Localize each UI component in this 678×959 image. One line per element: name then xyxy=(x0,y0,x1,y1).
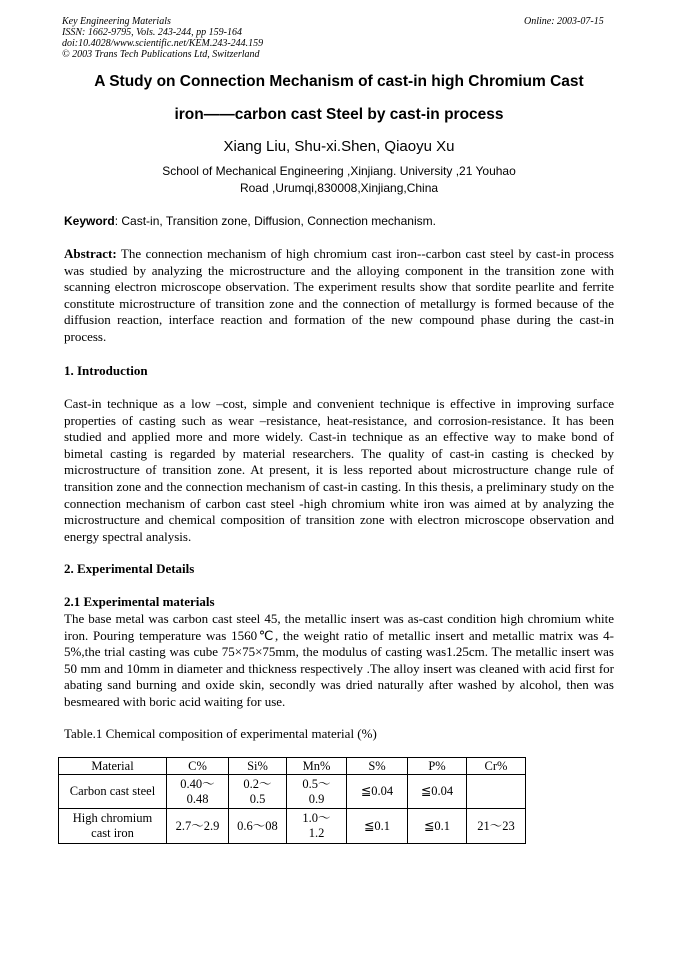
keywords xyxy=(64,214,616,228)
cell-c: 0.40～ 0.48 xyxy=(167,775,229,809)
authors: Xiang Liu, Shu-xi.Shen, Qiaoyu Xu xyxy=(223,138,455,155)
header-p: P% xyxy=(408,758,467,775)
affiliation-line1: School of Mechanical Engineering ,Xinjiang. University ,21 Youhao xyxy=(162,164,516,178)
keyword-text: : Cast-in, Transition zone, Diffusion, Connection mechanism. xyxy=(114,214,436,228)
cell-c: 2.7～2.9 xyxy=(167,809,229,844)
cell-p: ≦0.1 xyxy=(408,809,467,844)
cell-si: 0.6～08 xyxy=(229,809,287,844)
journal-header xyxy=(62,16,263,60)
header-mn: Mn% xyxy=(287,758,347,775)
table-header-row xyxy=(59,758,526,775)
section-heading-introduction: 1. Introduction xyxy=(64,363,148,378)
copyright-line: © 2003 Trans Tech Publications Ltd, Switzerland xyxy=(62,49,260,60)
affiliation-line2: Road ,Urumqi,830008,Xinjiang,China xyxy=(239,181,439,195)
cell-mn: 0.5～ 0.9 xyxy=(287,775,347,809)
header-c: C% xyxy=(167,758,229,775)
header-material: Material xyxy=(59,758,167,775)
cell-material: High chromium cast iron xyxy=(59,809,167,844)
journal-name: Key Engineering Materials xyxy=(62,16,171,27)
table-row xyxy=(59,809,526,844)
cell-p: ≦0.04 xyxy=(408,775,467,809)
cell-s: ≦0.1 xyxy=(347,809,408,844)
cell-si: 0.2～ 0.5 xyxy=(229,775,287,809)
online-date: Online: 2003-07-15 xyxy=(524,16,604,27)
cell-material: Carbon cast steel xyxy=(59,775,167,809)
header-cr: Cr% xyxy=(467,758,526,775)
table-caption: Table.1 Chemical composition of experimental material (%) xyxy=(64,726,377,741)
keyword-label: Keyword xyxy=(64,214,115,228)
header-si: Si% xyxy=(229,758,287,775)
abstract-text: The connection mechanism of high chromium cast iron--carbon cast steel by cast-in process was studied by analyzing the microstructure and the alloying component in the transition zone with scanning electron microscope observation. The experiment results show that sordite pearlite and ferrite constitute microstructure of transition zone and the connection of metallurgy is formed because of the diffusion reaction, interface reaction and formation of the new compound phase during the cast-in process. xyxy=(64,246,614,344)
doi-line: doi:10.4028/www.scientific.net/KEM.243-244.159 xyxy=(62,38,264,49)
table-row xyxy=(59,775,526,809)
abstract-label: Abstract: xyxy=(64,246,117,261)
cell-cr xyxy=(467,775,526,809)
section-heading-experimental-details: 2. Experimental Details xyxy=(64,561,195,576)
materials-paragraph: The base metal was carbon cast steel 45, the metallic insert was as-cast condition high chromium white iron. Pouring temperature was 1560℃, the weight ratio of metallic insert and metallic matrix was 4-5%,the trial casting was cube 75×75×75mm, the modulus of casting was1.25cm. The metallic insert was 50 mm and 10mm in diameter and thickness respectively .The alloy insert was cleaned with acid first for abating sand burning and oxide skin, secondly was dried naturally after washed by alcohol, then was besmeared with boric acid waiting for use. xyxy=(64,611,614,709)
introduction-paragraph: Cast-in technique as a low –cost, simple and convenient technique is effective in improving surface properties of casting such as wear –resistance, heat-resistance, and corrosion-resistance. It has been studied and applied more and more widely. Cast-in technique as an effective way to make bond of bimetal casting is regarded by material researchers. The quality of cast-in casting is checked by microstructure of transition zone. At present, it is less reported about microstructure change rule of transition zone and the connection mechanism of cast-in casting. In this thesis, a preliminary study on the connection mechanism of carbon cast steel -high chromium white iron was aimed at by analyzing the microstructure and chemical composition of transition zone with electron microscope observation and energy spectral analysis. xyxy=(64,396,614,544)
cell-s: ≦0.04 xyxy=(347,775,408,809)
cell-mn: 1.0～ 1.2 xyxy=(287,809,347,844)
cell-cr: 21～23 xyxy=(467,809,526,844)
composition-table xyxy=(58,757,526,844)
subsection-heading-materials: 2.1 Experimental materials xyxy=(64,594,215,609)
paper-title-line2: iron——carbon cast Steel by cast-in process xyxy=(174,106,504,123)
paper-title-line1: A Study on Connection Mechanism of cast-in high Chromium Cast xyxy=(94,73,584,90)
issn-line: ISSN: 1662-9795, Vols. 243-244, pp 159-164 xyxy=(62,27,242,38)
abstract xyxy=(64,246,614,346)
header-s: S% xyxy=(347,758,408,775)
